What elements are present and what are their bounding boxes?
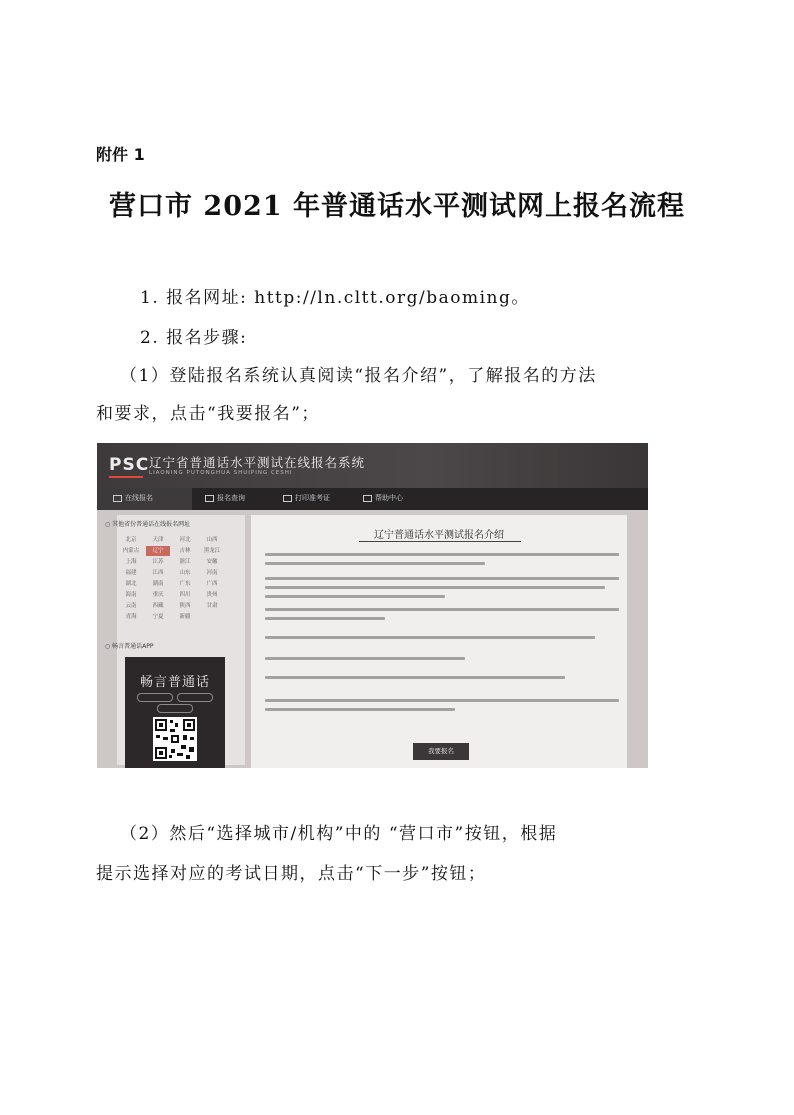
intro-title-rule: [359, 541, 521, 542]
intro-text-line: [265, 636, 595, 639]
intro-text-line: [265, 617, 385, 620]
sidebar-title: ○ 其他省份普通话在线报名网址: [105, 521, 191, 528]
search-icon: [205, 495, 214, 502]
help-icon: [363, 495, 372, 502]
intro-text-line: [265, 657, 465, 660]
province-link[interactable]: 吉林: [179, 548, 191, 554]
site-subtitle: LIAONING PUTONGHUA SHUIPING CESHI: [149, 470, 293, 476]
province-link[interactable]: 天津: [152, 537, 164, 543]
province-link[interactable]: 广西: [206, 581, 218, 587]
app-button[interactable]: [157, 704, 193, 713]
app-button[interactable]: [177, 693, 213, 702]
nav-label: 在线报名: [125, 494, 153, 502]
step1-paragraph-line1: （1）登陆报名系统认真阅读“报名介绍”，了解报名的方法: [120, 366, 597, 386]
printer-icon: [283, 495, 292, 502]
intro-text-line: [265, 562, 485, 565]
attachment-label: 附件 1: [96, 145, 145, 164]
psc-logo: PSC: [109, 455, 150, 475]
intro-text-line: [265, 577, 619, 580]
intro-title: 辽宁普通话水平测试报名介绍: [374, 530, 504, 541]
step2-paragraph-line1: （2）然后“选择城市/机构”中的 “营口市”按钮，根据: [120, 824, 558, 844]
logo-underline: [109, 476, 143, 478]
province-link[interactable]: 青海: [125, 614, 137, 620]
province-link[interactable]: 海南: [125, 592, 137, 598]
province-link[interactable]: 甘肃: [206, 603, 218, 609]
nav-label: 帮助中心: [375, 494, 403, 502]
province-link[interactable]: 上海: [125, 559, 137, 565]
app-button[interactable]: [137, 693, 173, 702]
register-button[interactable]: 我要报名: [413, 743, 469, 760]
province-link[interactable]: 福建: [125, 570, 137, 576]
province-link[interactable]: 陕西: [179, 603, 191, 609]
app-promo-box: [125, 657, 225, 768]
intro-text-line: [265, 708, 455, 711]
nav-label: 报名查询: [217, 494, 245, 502]
province-link[interactable]: 贵州: [206, 592, 218, 598]
nav-online-register[interactable]: [113, 493, 153, 503]
home-icon: [113, 495, 122, 502]
qr-code: [153, 717, 197, 761]
intro-text-line: [265, 608, 619, 611]
registration-site-screenshot: [97, 443, 648, 768]
province-link[interactable]: 广东: [179, 581, 191, 587]
province-link[interactable]: 河北: [179, 537, 191, 543]
steps-heading: 2. 报名步骤:: [140, 328, 248, 348]
nav-print-ticket[interactable]: [283, 493, 330, 503]
province-link[interactable]: 西藏: [152, 603, 164, 609]
app-section-title: ○ 畅言普通话APP: [105, 643, 154, 650]
app-name: 畅言普通话: [139, 675, 210, 690]
province-link[interactable]: 江苏: [152, 559, 164, 565]
url-paragraph: 1. 报名网址: http://ln.cltt.org/baoming。: [140, 288, 530, 308]
province-link[interactable]: 湖南: [152, 581, 164, 587]
step2-paragraph-line2: 提示选择对应的考试日期，点击“下一步”按钮；: [96, 864, 487, 884]
province-link[interactable]: 安徽: [206, 559, 218, 565]
province-link[interactable]: 宁夏: [152, 614, 164, 620]
province-link[interactable]: 山西: [206, 537, 218, 543]
intro-text-line: [265, 595, 445, 598]
province-link[interactable]: 四川: [179, 592, 191, 598]
province-link[interactable]: 黑龙江: [203, 548, 221, 554]
province-link[interactable]: 江西: [152, 570, 164, 576]
province-link[interactable]: 山东: [179, 570, 191, 576]
step1-paragraph-line2: 和要求，点击“我要报名”；: [96, 404, 320, 424]
nav-help[interactable]: [363, 493, 403, 503]
nav-query[interactable]: [205, 493, 245, 503]
province-link[interactable]: 北京: [125, 537, 137, 543]
intro-text-line: [265, 586, 605, 589]
intro-text-line: [265, 699, 619, 702]
site-title: 辽宁省普通话水平测试在线报名系统: [149, 455, 366, 470]
province-link: [200, 612, 224, 622]
province-link[interactable]: 重庆: [152, 592, 164, 598]
intro-text-line: [265, 676, 565, 679]
province-link[interactable]: 云南: [125, 603, 137, 609]
province-link[interactable]: 内蒙古: [122, 548, 140, 554]
app-download-buttons: [135, 691, 215, 713]
province-link[interactable]: 辽宁: [146, 546, 170, 556]
province-link[interactable]: 浙江: [179, 559, 191, 565]
province-link[interactable]: 河南: [206, 570, 218, 576]
document-title: 营口市 2021 年普通话水平测试网上报名流程: [109, 191, 685, 222]
province-link[interactable]: 新疆: [179, 614, 191, 620]
province-link[interactable]: 湖北: [125, 581, 137, 587]
intro-text-line: [265, 553, 619, 556]
nav-label: 打印准考证: [295, 494, 330, 502]
